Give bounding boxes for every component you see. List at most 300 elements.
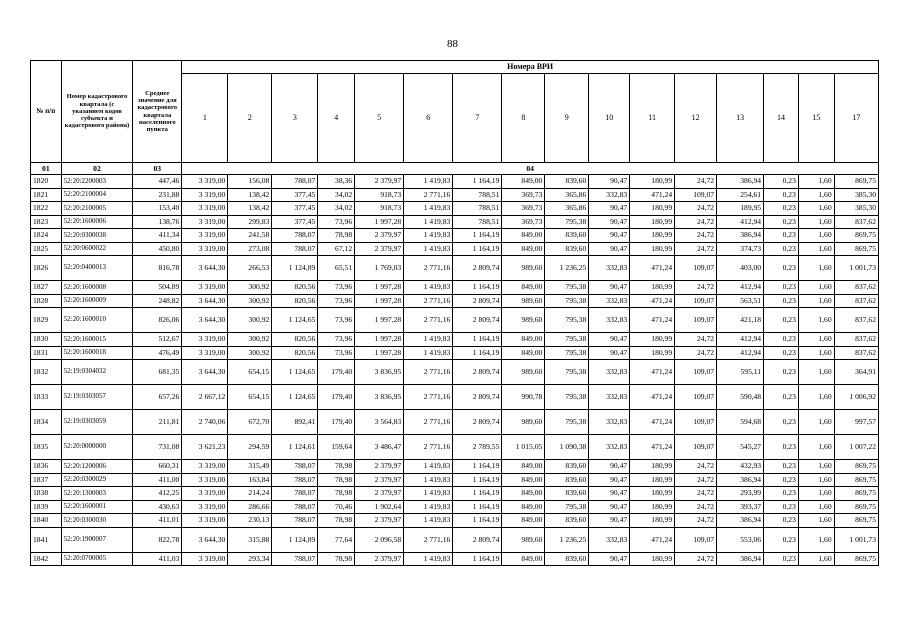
vri-value-cell: 0,23	[764, 514, 799, 528]
vri-value-cell: 90,47	[589, 514, 630, 528]
row-number-cell: 1822	[31, 202, 62, 216]
vri-value-cell: 73,96	[318, 308, 355, 333]
vri-value-cell: 2 771,16	[404, 527, 453, 552]
vri-value-cell: 1 164,19	[453, 229, 502, 243]
vri-number-header: 15	[798, 74, 834, 163]
vri-value-cell: 849,00	[502, 552, 545, 566]
average-value-cell: 476,49	[133, 346, 182, 360]
vri-value-cell: 179,40	[318, 385, 355, 410]
vri-value-cell: 1 164,19	[453, 175, 502, 189]
vri-value-cell: 1 015,05	[502, 435, 545, 460]
column-code-03: 03	[133, 163, 182, 175]
vri-value-cell: 159,64	[318, 435, 355, 460]
vri-value-cell: 989,60	[502, 410, 545, 435]
row-number-cell: 1837	[31, 473, 62, 487]
vri-value-cell: 78,98	[318, 514, 355, 528]
vri-value-cell: 365,86	[545, 202, 589, 216]
vri-value-cell: 989,60	[502, 360, 545, 385]
vri-value-cell: 0,23	[764, 346, 799, 360]
vri-value-cell: 3 319,00	[182, 552, 228, 566]
vri-value-cell: 3 621,23	[182, 435, 228, 460]
vri-value-cell: 989,60	[502, 256, 545, 281]
row-number-cell: 1820	[31, 175, 62, 189]
vri-value-cell: 90,47	[589, 552, 630, 566]
vri-value-cell: 563,51	[717, 294, 764, 308]
vri-value-cell: 1 419,83	[404, 215, 453, 229]
vri-value-cell: 163,84	[228, 473, 272, 487]
cadastral-quarter-cell: 52:20:1600010	[61, 308, 133, 333]
vri-value-cell: 3 319,00	[182, 473, 228, 487]
vri-value-cell: 2 771,16	[404, 410, 453, 435]
vri-value-cell: 300,92	[228, 333, 272, 347]
vri-value-cell: 109,07	[675, 435, 717, 460]
header-row-number: № п/п	[31, 61, 62, 163]
vri-value-cell: 788,07	[272, 460, 318, 474]
average-value-cell: 447,46	[133, 175, 182, 189]
vri-value-cell: 2 809,74	[453, 256, 502, 281]
vri-value-cell: 73,96	[318, 294, 355, 308]
header-vri-title: Номера ВРИ	[182, 61, 879, 74]
cadastral-quarter-cell: 52:20:0300029	[61, 473, 133, 487]
vri-value-cell: 788,51	[453, 202, 502, 216]
vri-value-cell: 180,99	[630, 333, 675, 347]
vri-number-header: 12	[675, 74, 717, 163]
cadastral-value-table	[30, 60, 879, 566]
vri-value-cell: 869,75	[834, 473, 878, 487]
average-value-cell: 412,25	[133, 487, 182, 501]
vri-value-cell: 3 319,00	[182, 333, 228, 347]
vri-value-cell: 0,23	[764, 175, 799, 189]
vri-value-cell: 837,62	[834, 346, 878, 360]
vri-value-cell: 189,95	[717, 202, 764, 216]
vri-value-cell: 820,56	[272, 346, 318, 360]
vri-value-cell: 77,64	[318, 527, 355, 552]
vri-value-cell: 1 164,19	[453, 281, 502, 295]
vri-value-cell: 989,60	[502, 294, 545, 308]
row-number-cell: 1821	[31, 188, 62, 202]
average-value-cell: 816,78	[133, 256, 182, 281]
vri-value-cell: 3 319,00	[182, 202, 228, 216]
vri-value-cell: 24,72	[675, 242, 717, 256]
vri-value-cell: 386,94	[717, 229, 764, 243]
vri-value-cell: 1,60	[798, 242, 834, 256]
table-row	[31, 242, 879, 256]
vri-number-header: 10	[589, 74, 630, 163]
average-value-cell: 731,08	[133, 435, 182, 460]
vri-value-cell: 3 319,00	[182, 229, 228, 243]
vri-value-cell: 1,60	[798, 188, 834, 202]
vri-value-cell: 1 001,73	[834, 527, 878, 552]
vri-value-cell: 332,83	[589, 410, 630, 435]
vri-value-cell: 3 319,00	[182, 175, 228, 189]
vri-value-cell: 254,61	[717, 188, 764, 202]
vri-value-cell: 369,73	[502, 202, 545, 216]
row-number-cell: 1834	[31, 410, 62, 435]
vri-value-cell: 553,06	[717, 527, 764, 552]
vri-value-cell: 788,07	[272, 175, 318, 189]
vri-value-cell: 820,56	[272, 294, 318, 308]
vri-value-cell: 1 164,19	[453, 487, 502, 501]
vri-value-cell: 2 771,16	[404, 294, 453, 308]
vri-value-cell: 849,00	[502, 229, 545, 243]
average-value-cell: 504,89	[133, 281, 182, 295]
vri-value-cell: 788,07	[272, 487, 318, 501]
vri-value-cell: 849,00	[502, 281, 545, 295]
table-row	[31, 188, 879, 202]
vri-value-cell: 412,94	[717, 215, 764, 229]
table-row	[31, 229, 879, 243]
vri-value-cell: 90,47	[589, 333, 630, 347]
vri-value-cell: 989,60	[502, 308, 545, 333]
vri-number-header: 17	[834, 74, 878, 163]
table-row	[31, 360, 879, 385]
vri-value-cell: 109,07	[675, 385, 717, 410]
row-number-cell: 1835	[31, 435, 62, 460]
vri-value-cell: 1 236,25	[545, 256, 589, 281]
vri-value-cell: 788,07	[272, 242, 318, 256]
cadastral-quarter-cell: 52:20:2100005	[61, 202, 133, 216]
vri-value-cell: 0,23	[764, 229, 799, 243]
cadastral-quarter-cell: 52:19:0303059	[61, 410, 133, 435]
vri-value-cell: 1,60	[798, 552, 834, 566]
vri-value-cell: 315,49	[228, 460, 272, 474]
vri-value-cell: 918,73	[355, 202, 404, 216]
vri-value-cell: 1 902,64	[355, 500, 404, 514]
vri-value-cell: 138,42	[228, 188, 272, 202]
vri-value-cell: 24,72	[675, 500, 717, 514]
vri-value-cell: 180,99	[630, 202, 675, 216]
average-value-cell: 512,67	[133, 333, 182, 347]
vri-value-cell: 300,92	[228, 281, 272, 295]
vri-value-cell: 0,23	[764, 333, 799, 347]
vri-value-cell: 2 809,74	[453, 308, 502, 333]
vri-value-cell: 3 319,00	[182, 487, 228, 501]
vri-value-cell: 412,94	[717, 346, 764, 360]
vri-number-header: 3	[272, 74, 318, 163]
vri-value-cell: 1 419,83	[404, 281, 453, 295]
vri-value-cell: 1,60	[798, 294, 834, 308]
table-row	[31, 308, 879, 333]
average-value-cell: 411,01	[133, 514, 182, 528]
vri-value-cell: 0,23	[764, 360, 799, 385]
vri-value-cell: 795,38	[545, 333, 589, 347]
vri-value-cell: 386,94	[717, 514, 764, 528]
vri-value-cell: 90,47	[589, 473, 630, 487]
vri-value-cell: 180,99	[630, 346, 675, 360]
vri-value-cell: 839,60	[545, 242, 589, 256]
vri-value-cell: 849,00	[502, 333, 545, 347]
vri-value-cell: 3 319,00	[182, 281, 228, 295]
cadastral-quarter-cell: 52:19:0303057	[61, 385, 133, 410]
vri-value-cell: 2 379,97	[355, 552, 404, 566]
vri-value-cell: 1 124,89	[272, 527, 318, 552]
vri-value-cell: 849,00	[502, 514, 545, 528]
vri-value-cell: 869,75	[834, 242, 878, 256]
vri-value-cell: 1 419,83	[404, 473, 453, 487]
vri-value-cell: 332,83	[589, 435, 630, 460]
vri-number-header: 2	[228, 74, 272, 163]
row-number-cell: 1842	[31, 552, 62, 566]
header-column-codes	[31, 163, 879, 175]
vri-value-cell: 1 006,92	[834, 385, 878, 410]
vri-value-cell: 241,58	[228, 229, 272, 243]
vri-value-cell: 1,60	[798, 333, 834, 347]
vri-value-cell: 70,46	[318, 500, 355, 514]
vri-number-header: 6	[404, 74, 453, 163]
vri-value-cell: 795,38	[545, 385, 589, 410]
vri-value-cell: 364,91	[834, 360, 878, 385]
vri-value-cell: 471,24	[630, 410, 675, 435]
vri-value-cell: 0,23	[764, 256, 799, 281]
vri-value-cell: 2 789,55	[453, 435, 502, 460]
vri-value-cell: 109,07	[675, 188, 717, 202]
vri-value-cell: 90,47	[589, 281, 630, 295]
vri-value-cell: 788,07	[272, 473, 318, 487]
vri-value-cell: 0,23	[764, 294, 799, 308]
cadastral-quarter-cell: 52:20:0300030	[61, 514, 133, 528]
vri-value-cell: 78,98	[318, 473, 355, 487]
cadastral-quarter-cell: 52:20:2100004	[61, 188, 133, 202]
vri-value-cell: 73,96	[318, 346, 355, 360]
vri-value-cell: 78,98	[318, 460, 355, 474]
vri-value-cell: 386,94	[717, 473, 764, 487]
row-number-cell: 1833	[31, 385, 62, 410]
cadastral-quarter-cell: 52:20:1600008	[61, 281, 133, 295]
row-number-cell: 1841	[31, 527, 62, 552]
cadastral-quarter-cell: 52:20:0600022	[61, 242, 133, 256]
vri-value-cell: 0,23	[764, 308, 799, 333]
cadastral-quarter-cell: 52:20:0300038	[61, 229, 133, 243]
vri-value-cell: 849,00	[502, 473, 545, 487]
vri-value-cell: 90,47	[589, 229, 630, 243]
vri-value-cell: 869,75	[834, 487, 878, 501]
vri-value-cell: 869,75	[834, 175, 878, 189]
cadastral-quarter-cell: 52:20:1600001	[61, 500, 133, 514]
vri-value-cell: 180,99	[630, 473, 675, 487]
vri-value-cell: 1 419,83	[404, 500, 453, 514]
vri-value-cell: 849,00	[502, 487, 545, 501]
vri-value-cell: 1 124,65	[272, 385, 318, 410]
cadastral-quarter-cell: 52:20:0400013	[61, 256, 133, 281]
vri-value-cell: 1 164,19	[453, 333, 502, 347]
vri-value-cell: 3 319,00	[182, 242, 228, 256]
vri-value-cell: 795,38	[545, 346, 589, 360]
average-value-cell: 248,82	[133, 294, 182, 308]
vri-value-cell: 1 419,83	[404, 346, 453, 360]
vri-value-cell: 788,07	[272, 229, 318, 243]
vri-value-cell: 293,99	[717, 487, 764, 501]
average-value-cell: 411,03	[133, 552, 182, 566]
vri-value-cell: 1 997,28	[355, 294, 404, 308]
vri-value-cell: 989,60	[502, 527, 545, 552]
vri-value-cell: 2 809,74	[453, 410, 502, 435]
cadastral-quarter-cell: 52:20:1900007	[61, 527, 133, 552]
vri-value-cell: 849,00	[502, 242, 545, 256]
average-value-cell: 822,78	[133, 527, 182, 552]
vri-value-cell: 839,60	[545, 473, 589, 487]
vri-value-cell: 869,75	[834, 552, 878, 566]
vri-value-cell: 0,23	[764, 527, 799, 552]
average-value-cell: 231,88	[133, 188, 182, 202]
vri-value-cell: 3 319,00	[182, 188, 228, 202]
vri-value-cell: 1 124,89	[272, 256, 318, 281]
vri-value-cell: 332,83	[589, 188, 630, 202]
table-row	[31, 410, 879, 435]
cadastral-quarter-cell: 52:20:1600018	[61, 346, 133, 360]
table-row	[31, 460, 879, 474]
vri-value-cell: 34,02	[318, 188, 355, 202]
vri-value-cell: 849,00	[502, 500, 545, 514]
cadastral-quarter-cell: 52:20:1200006	[61, 460, 133, 474]
row-number-cell: 1829	[31, 308, 62, 333]
vri-value-cell: 90,47	[589, 215, 630, 229]
vri-value-cell: 374,73	[717, 242, 764, 256]
vri-value-cell: 1 419,83	[404, 229, 453, 243]
vri-value-cell: 24,72	[675, 202, 717, 216]
vri-value-cell: 471,24	[630, 527, 675, 552]
vri-value-cell: 386,94	[717, 175, 764, 189]
vri-value-cell: 3 319,00	[182, 500, 228, 514]
vri-value-cell: 654,15	[228, 360, 272, 385]
vri-value-cell: 3 486,47	[355, 435, 404, 460]
average-value-cell: 138,76	[133, 215, 182, 229]
vri-value-cell: 2 379,97	[355, 229, 404, 243]
row-number-cell: 1840	[31, 514, 62, 528]
vri-value-cell: 0,23	[764, 435, 799, 460]
vri-value-cell: 332,83	[589, 360, 630, 385]
vri-number-header: 8	[502, 74, 545, 163]
vri-value-cell: 595,11	[717, 360, 764, 385]
vri-value-cell: 34,02	[318, 202, 355, 216]
vri-value-cell: 24,72	[675, 487, 717, 501]
vri-value-cell: 1 164,19	[453, 514, 502, 528]
vri-value-cell: 1 419,83	[404, 487, 453, 501]
vri-value-cell: 78,98	[318, 552, 355, 566]
vri-value-cell: 795,38	[545, 281, 589, 295]
vri-value-cell: 78,98	[318, 487, 355, 501]
average-value-cell: 211,81	[133, 410, 182, 435]
vri-value-cell: 3 644,30	[182, 360, 228, 385]
vri-value-cell: 385,30	[834, 188, 878, 202]
table-row	[31, 175, 879, 189]
vri-value-cell: 3 836,95	[355, 360, 404, 385]
vri-value-cell: 332,83	[589, 527, 630, 552]
vri-value-cell: 1,60	[798, 487, 834, 501]
vri-value-cell: 109,07	[675, 294, 717, 308]
vri-value-cell: 869,75	[834, 514, 878, 528]
vri-value-cell: 869,75	[834, 500, 878, 514]
vri-value-cell: 24,72	[675, 229, 717, 243]
table-row	[31, 435, 879, 460]
vri-value-cell: 3 644,30	[182, 308, 228, 333]
vri-value-cell: 1 419,83	[404, 460, 453, 474]
vri-value-cell: 421,18	[717, 308, 764, 333]
vri-value-cell: 1 164,19	[453, 460, 502, 474]
vri-value-cell: 795,38	[545, 308, 589, 333]
vri-value-cell: 332,83	[589, 256, 630, 281]
vri-value-cell: 300,92	[228, 308, 272, 333]
vri-value-cell: 0,23	[764, 410, 799, 435]
table-row	[31, 385, 879, 410]
vri-value-cell: 0,23	[764, 202, 799, 216]
vri-value-cell: 24,72	[675, 460, 717, 474]
average-value-cell: 681,35	[133, 360, 182, 385]
vri-value-cell: 3 564,83	[355, 410, 404, 435]
vri-value-cell: 471,24	[630, 188, 675, 202]
vri-value-cell: 1,60	[798, 514, 834, 528]
column-code-04: 04	[182, 163, 879, 175]
vri-value-cell: 294,59	[228, 435, 272, 460]
vri-value-cell: 788,51	[453, 188, 502, 202]
vri-value-cell: 471,24	[630, 256, 675, 281]
vri-value-cell: 286,66	[228, 500, 272, 514]
vri-value-cell: 2 771,16	[404, 188, 453, 202]
vri-value-cell: 1,60	[798, 346, 834, 360]
vri-value-cell: 837,62	[834, 215, 878, 229]
vri-value-cell: 839,60	[545, 487, 589, 501]
page-number: 88	[447, 38, 458, 50]
column-code-01: 01	[31, 163, 62, 175]
row-number-cell: 1823	[31, 215, 62, 229]
vri-value-cell: 849,00	[502, 175, 545, 189]
vri-value-cell: 180,99	[630, 242, 675, 256]
header-cadastral-quarter: Номер кадастрового квартала (с указанием кодов субъекта и кадастрового района)	[61, 61, 133, 163]
table-row	[31, 294, 879, 308]
vri-value-cell: 2 809,74	[453, 385, 502, 410]
vri-value-cell: 299,83	[228, 215, 272, 229]
vri-value-cell: 156,08	[228, 175, 272, 189]
vri-value-cell: 1 001,73	[834, 256, 878, 281]
table-row	[31, 215, 879, 229]
vri-value-cell: 1 419,83	[404, 202, 453, 216]
cadastral-quarter-cell: 52:20:2200003	[61, 175, 133, 189]
vri-value-cell: 90,47	[589, 346, 630, 360]
cadastral-quarter-cell: 52:20:0000000	[61, 435, 133, 460]
vri-value-cell: 90,47	[589, 175, 630, 189]
vri-value-cell: 180,99	[630, 215, 675, 229]
vri-value-cell: 545,27	[717, 435, 764, 460]
vri-value-cell: 65,51	[318, 256, 355, 281]
average-value-cell: 657,26	[133, 385, 182, 410]
vri-value-cell: 1,60	[798, 229, 834, 243]
vri-value-cell: 109,07	[675, 527, 717, 552]
vri-value-cell: 1,60	[798, 473, 834, 487]
vri-value-cell: 1,60	[798, 308, 834, 333]
vri-value-cell: 180,99	[630, 175, 675, 189]
vri-value-cell: 2 667,12	[182, 385, 228, 410]
vri-value-cell: 2 771,16	[404, 308, 453, 333]
vri-value-cell: 3 836,95	[355, 385, 404, 410]
vri-value-cell: 2 379,97	[355, 175, 404, 189]
vri-value-cell: 377,45	[272, 215, 318, 229]
vri-value-cell: 839,60	[545, 175, 589, 189]
vri-value-cell: 2 379,97	[355, 242, 404, 256]
vri-value-cell: 24,72	[675, 215, 717, 229]
table-row	[31, 333, 879, 347]
vri-value-cell: 332,83	[589, 385, 630, 410]
vri-value-cell: 1 997,28	[355, 333, 404, 347]
vri-value-cell: 2 096,58	[355, 527, 404, 552]
vri-value-cell: 1,60	[798, 527, 834, 552]
vri-value-cell: 230,13	[228, 514, 272, 528]
table-row	[31, 500, 879, 514]
vri-value-cell: 0,23	[764, 188, 799, 202]
average-value-cell: 153,40	[133, 202, 182, 216]
vri-value-cell: 2 771,16	[404, 385, 453, 410]
average-value-cell: 660,31	[133, 460, 182, 474]
vri-value-cell: 471,24	[630, 294, 675, 308]
vri-value-cell: 997,57	[834, 410, 878, 435]
